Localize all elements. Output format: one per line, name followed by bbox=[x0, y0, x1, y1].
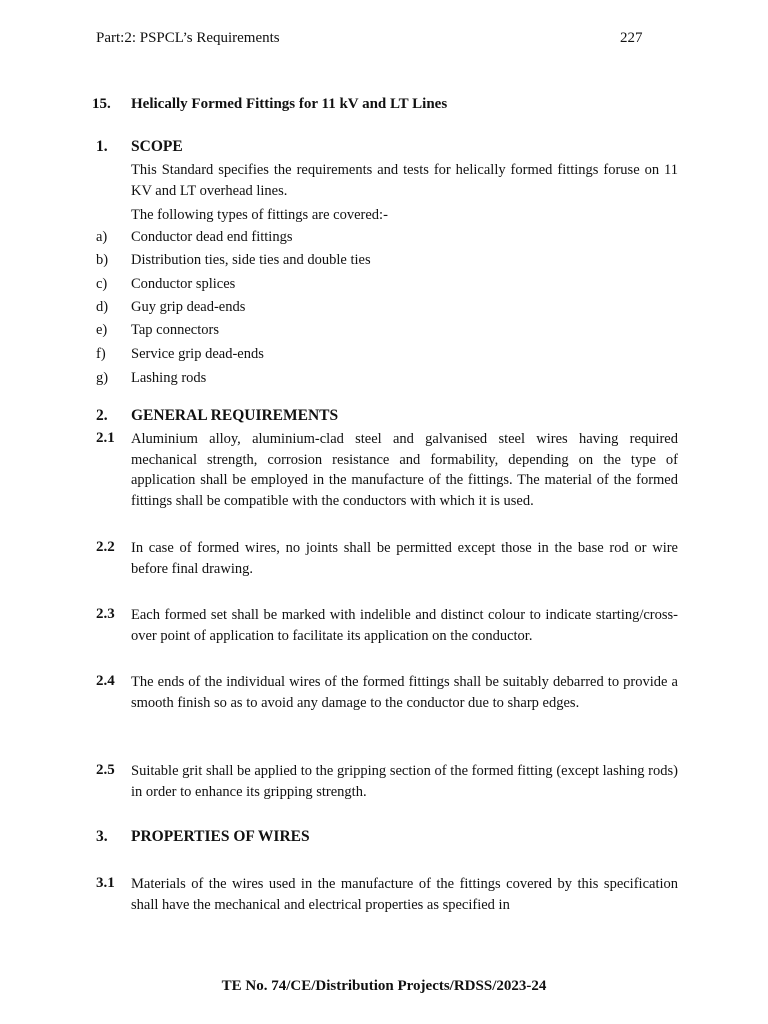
paragraph-number: 3.1 bbox=[96, 875, 115, 891]
paragraph-text: Materials of the wires used in the manufacture of the fittings covered by this specification shall have the mechanical and electrical properties as specified in bbox=[131, 876, 678, 913]
list-marker: a) bbox=[96, 229, 108, 245]
document-number: 15. bbox=[92, 96, 111, 112]
list-marker: d) bbox=[96, 299, 109, 315]
paragraph-text: Aluminium alloy, aluminium-clad steel and galvanised steel wires having required mechanical strength, corrosion resistance and formability, depending on the type of application shall be employed in the manufacture of the fittings. The material of the formed fittings shall be compatible with the conductors with which it is used. bbox=[131, 431, 678, 509]
page-footer: TE No. 74/CE/Distribution Projects/RDSS/2023-24 bbox=[221, 978, 547, 994]
list-item: Distribution ties, side ties and double ties bbox=[131, 252, 371, 268]
paragraph-text: The ends of the individual wires of the formed fittings shall be suitably debarred to provide a smooth finish so as to avoid any damage to the conductor due to sharp edges. bbox=[131, 674, 678, 711]
section-title: GENERAL REQUIREMENTS bbox=[131, 407, 339, 424]
list-item: Conductor splices bbox=[131, 276, 236, 292]
paragraph-number: 2.2 bbox=[96, 539, 115, 555]
section-number: 2. bbox=[96, 407, 108, 424]
section-number: 3. bbox=[96, 828, 108, 845]
list-item: Guy grip dead-ends bbox=[131, 299, 246, 315]
paragraph-number: 2.3 bbox=[96, 606, 115, 622]
list-item: Conductor dead end fittings bbox=[131, 229, 293, 245]
list-item: Service grip dead-ends bbox=[131, 346, 264, 362]
paragraph-text: In case of formed wires, no joints shall be permitted except those in the base rod or wire before final drawing. bbox=[131, 540, 678, 577]
paragraph-number: 2.5 bbox=[96, 762, 115, 778]
paragraph-text: Suitable grit shall be applied to the gripping section of the formed fitting (except lashing rods) in order to enhance its gripping strength. bbox=[131, 763, 678, 800]
section-number: 1. bbox=[96, 138, 108, 155]
list-item: Tap connectors bbox=[131, 322, 219, 338]
list-marker: g) bbox=[96, 370, 109, 386]
list-marker: f) bbox=[96, 346, 106, 362]
paragraph-number: 2.4 bbox=[96, 673, 115, 689]
list-marker: e) bbox=[96, 322, 108, 338]
page-number: 227 bbox=[620, 30, 643, 46]
paragraph-text: Each formed set shall be marked with indelible and distinct colour to indicate starting/cross-over point of application to facilitate its application on the conductor. bbox=[131, 607, 678, 644]
paragraph-number: 2.1 bbox=[96, 430, 115, 446]
section-title: SCOPE bbox=[131, 138, 183, 155]
section-title: PROPERTIES OF WIRES bbox=[131, 828, 310, 845]
list-marker: b) bbox=[96, 252, 109, 268]
scope-list-intro: The following types of fittings are covered:- bbox=[131, 207, 388, 223]
running-header: Part:2: PSPCL’s Requirements bbox=[96, 30, 280, 46]
list-item: Lashing rods bbox=[131, 370, 207, 386]
document-title: Helically Formed Fittings for 11 kV and LT Lines bbox=[131, 96, 448, 112]
scope-paragraph: This Standard specifies the requirements and tests for helically formed fittings foruse on 11 KV and LT overhead lines. bbox=[131, 162, 678, 199]
list-marker: c) bbox=[96, 276, 108, 292]
